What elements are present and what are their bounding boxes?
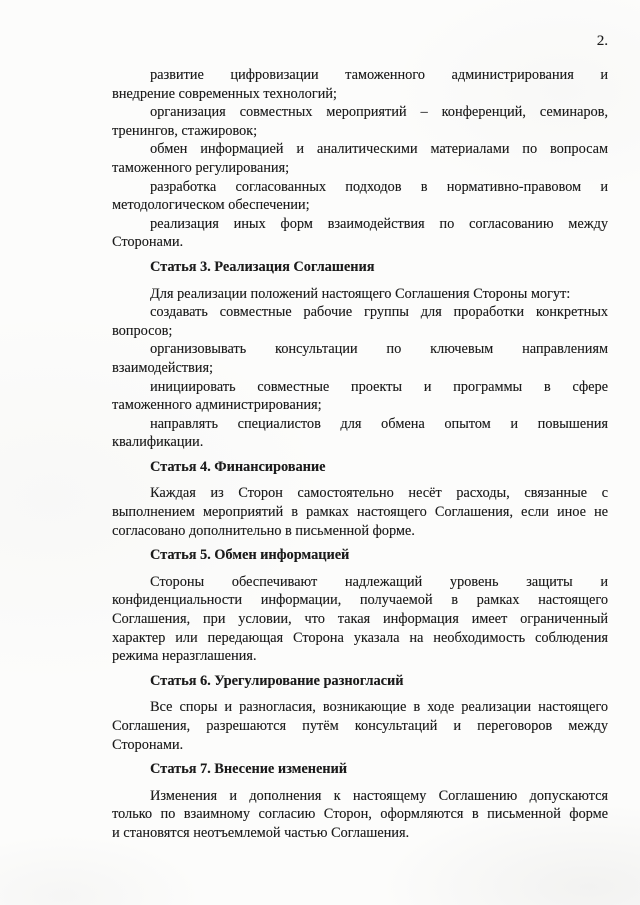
paragraph-line: внедрение современных технологий;: [112, 85, 337, 102]
article-heading: Статья 3. Реализация Соглашения: [150, 258, 375, 275]
paragraph-line: методологическом обеспечении;: [112, 197, 310, 214]
paragraph: [112, 103, 608, 140]
paragraph-line: выполнением мероприятий в рамках настоящего Соглашения, если иное не: [112, 504, 608, 521]
paragraph: [112, 303, 608, 340]
paragraph-line: вопросов;: [112, 322, 173, 339]
page-number: 2.: [596, 33, 608, 49]
paragraph-line: согласовано дополнительно в письменной форме.: [112, 522, 415, 539]
paragraph-line: организовывать консультации по ключевым направлениям: [150, 341, 608, 358]
paragraph: [112, 285, 608, 304]
paragraph-line: таможенного регулирования;: [112, 159, 290, 176]
paragraph-line: обмен информацией и аналитическими материалами по вопросам: [150, 141, 608, 158]
paragraph-line: развитие цифровизации таможенного администрирования и: [150, 67, 608, 83]
article-heading: Статья 6. Урегулирование разногласий: [150, 672, 404, 689]
paragraph-line: квалификации.: [112, 434, 204, 451]
paragraph-line: режима неразглашения.: [112, 648, 257, 665]
article-heading: Статья 4. Финансирование: [150, 458, 326, 475]
paragraph-line: Стороны обеспечивают надлежащий уровень защиты и: [150, 573, 608, 590]
paragraph: [112, 415, 608, 452]
paragraph-line: Сторонами.: [112, 234, 184, 251]
paragraph: [112, 140, 608, 177]
paragraph-line: только по взаимному согласию Сторон, оформляются в письменной форме: [112, 806, 608, 823]
paragraph-line: Каждая из Сторон самостоятельно несёт расходы, связанные с: [150, 485, 608, 502]
paragraph: [112, 66, 608, 103]
paragraph-line: тренингов, стажировок;: [112, 122, 258, 139]
paragraph-line: создавать совместные рабочие группы для проработки конкретных: [150, 304, 608, 321]
paragraph-line: конфиденциальности информации, получаемой в рамках настоящего: [112, 592, 608, 609]
paragraph: [112, 484, 608, 540]
paragraph-line: и становятся неотъемлемой частью Соглашения.: [112, 824, 410, 841]
paragraph-line: Изменения и дополнения к настоящему Соглашению допускаются: [150, 787, 608, 804]
article-heading: Статья 5. Обмен информацией: [150, 547, 350, 564]
paragraph: [112, 698, 608, 754]
paragraph-line: Сторонами.: [112, 736, 184, 753]
article-heading: Статья 7. Внесение изменений: [150, 761, 348, 778]
paragraph: [112, 215, 608, 252]
paragraph: [112, 178, 608, 215]
paragraph-line: разработка согласованных подходов в нормативно-правовом и: [150, 178, 608, 195]
paragraph-line: Соглашения, разрешаются путём консультаций и переговоров между: [112, 718, 608, 734]
paragraph-line: Все споры и разногласия, возникающие в ходе реализации настоящего: [150, 699, 608, 716]
paragraph: [112, 378, 608, 415]
paragraph: [112, 340, 608, 377]
paragraph-line: характер или передающая Сторона указала на необходимость соблюдения: [112, 629, 608, 646]
paragraph-line: инициировать совместные проекты и программы в сфере: [150, 378, 608, 395]
paragraph: [112, 573, 608, 666]
paragraph-line: направлять специалистов для обмена опытом и повышения: [150, 415, 608, 432]
paragraph-line: таможенного администрирования;: [112, 397, 322, 414]
paragraph-line: Соглашения, при условии, что такая информация имеет ограниченный: [112, 611, 608, 628]
paragraph-line: организация совместных мероприятий – конференций, семинаров,: [150, 104, 608, 121]
paragraph-line: Для реализации положений настоящего Соглашения Стороны могут:: [150, 285, 571, 302]
paragraph: [112, 787, 608, 843]
document-content: [112, 66, 608, 843]
paragraph-line: взаимодействия;: [112, 359, 213, 376]
paragraph-line: реализация иных форм взаимодействия по согласованию между: [150, 215, 608, 232]
